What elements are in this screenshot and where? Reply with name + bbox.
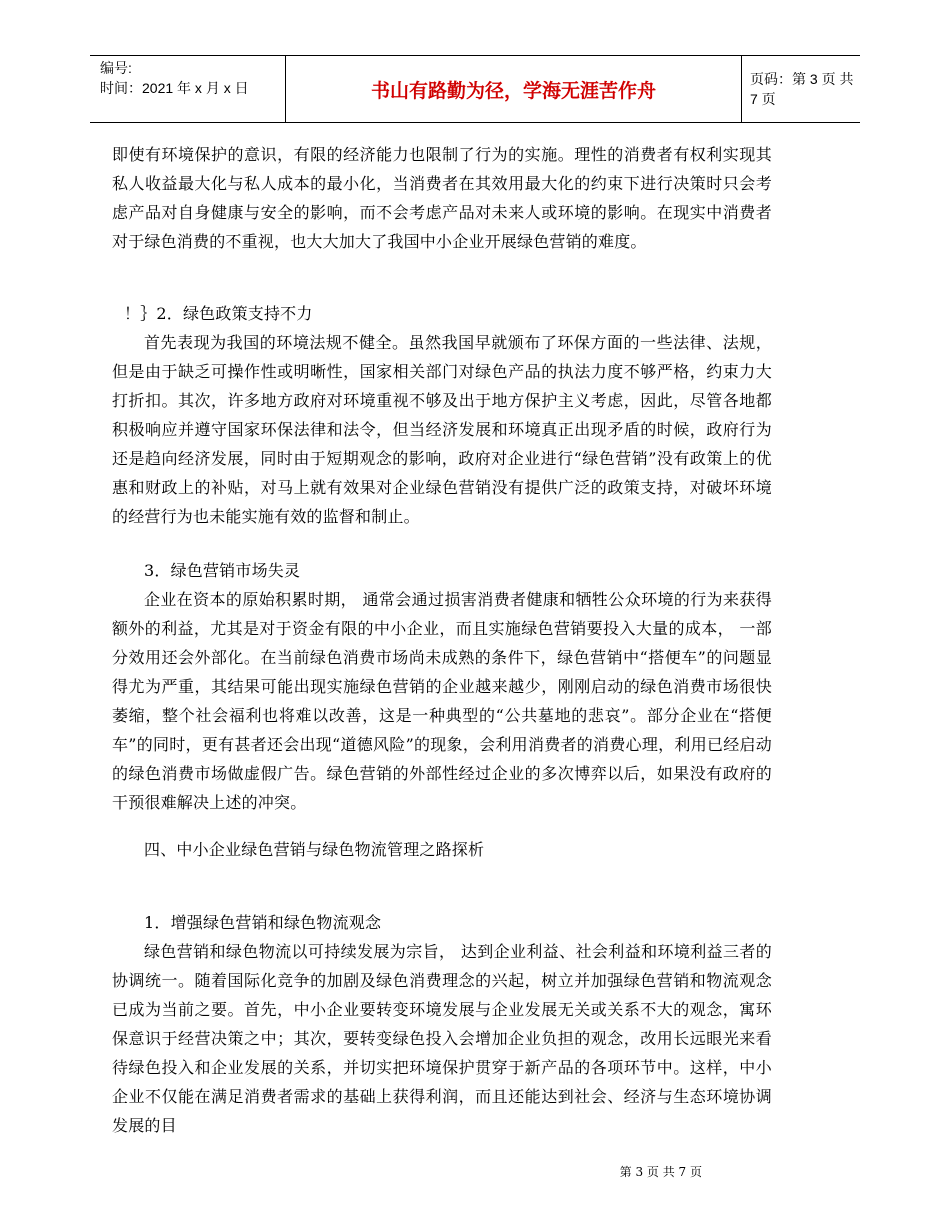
paragraph-5: 绿色营销和绿色物流以可持续发展为宗旨， 达到企业利益、社会利益和环境利益三者的协调统一。随着国际化竞争的加剧及绿色消费理念的兴起，树立并加强绿色营销和物流观念已成为当前之要。首先，中小企业要转变环境发展与企业发展无关或关系不大的观念，寓环保意识于经营决策之中；其次，要转变绿色投入会增加企业负担的观念，改用长远眼光来看待绿色投入和企业发展的关系，并切实把环境保护贯穿于新产品的各项环节中。这样，中小企业不仅能在满足消费者需求的基础上获得利润，而且还能达到社会、经济与生态环境协调发展的目 [112,942,772,1135]
page-footer: 第 3 页 共 7 页 [619,1165,702,1179]
section-heading-5: 1．增强绿色营销和绿色物流观念 [144,913,382,932]
paragraph-2: 首先表现为我国的环境法规不健全。虽然我国早就颁布了环保方面的一些法律、法规，但是由于缺乏可操作性或明晰性，国家相关部门对绿色产品的执法力度不够严格，约束力大打折扣。其次，许多地方政府对环境重视不够及出于地方保护主义考虑，因此，尽管各地都积极响应并遵守国家环保法律和法令，但当经济发展和环境真正出现矛盾的时候，政府行为还是趋向经济发展，同时由于短期观念的影响，政府对企业进行“绿色营销”没有政策上的优惠和财政上的补贴，对马上就有效果对企业绿色营销没有提供广泛的政策支持，对破坏环境的经营行为也未能实施有效的监督和制止。 [112,333,772,526]
page-header [90,55,860,123]
section-heading-2: ！｝2．绿色政策支持不力 [124,304,313,323]
paragraph-1: 即使有环境保护的意识，有限的经济能力也限制了行为的实施。理性的消费者有权利实现其私人收益最大化与私人成本的最小化，当消费者在其效用最大化的约束下进行决策时只会考虑产品对自身健康与安全的影响，而不会考虑产品对未来人或环境的影响。在现实中消费者对于绿色消费的不重视，也大大加大了我国中小企业开展绿色营销的难度。 [112,145,772,251]
header-meta [100,58,285,98]
header-time-label: 时间：2021 年 x 月 x 日 [100,80,249,96]
header-page-label: 页码：第 3 页 共 7 页 [750,71,854,107]
section-heading-3: 3．绿色营销市场失灵 [144,561,301,580]
paragraph-3: 企业在资本的原始积累时期， 通常会通过损害消费者健康和牺牲公众环境的行为来获得额外的利益，尤其是对于资金有限的中小企业，而且实施绿色营销要投入大量的成本， 一部分效用还会外部化。在当前绿色消费市场尚未成熟的条件下，绿色营销中“搭便车”的问题显得尤为严重，其结果可能出现实施绿色营销的企业越来越少，刚刚启动的绿色消费市场很快萎缩，整个社会福利也将难以改善，这是一种典型的“公共墓地的悲哀”。部分企业在“搭便车”的同时，更有甚者还会出现“道德风险”的现象，会利用消费者的消费心理，利用已经启动的绿色消费市场做虚假广告。绿色营销的外部性经过企业的多次博弈以后，如果没有政府的干预很难解决上述的冲突。 [112,590,772,812]
header-number-label: 编号: [100,60,132,76]
document-body [112,140,772,1140]
header-motto: 书山有路勤为径，学海无涯苦作舟 [285,56,742,122]
chapter-heading-4: 四、中小企业绿色营销与绿色物流管理之路探析 [144,840,485,859]
